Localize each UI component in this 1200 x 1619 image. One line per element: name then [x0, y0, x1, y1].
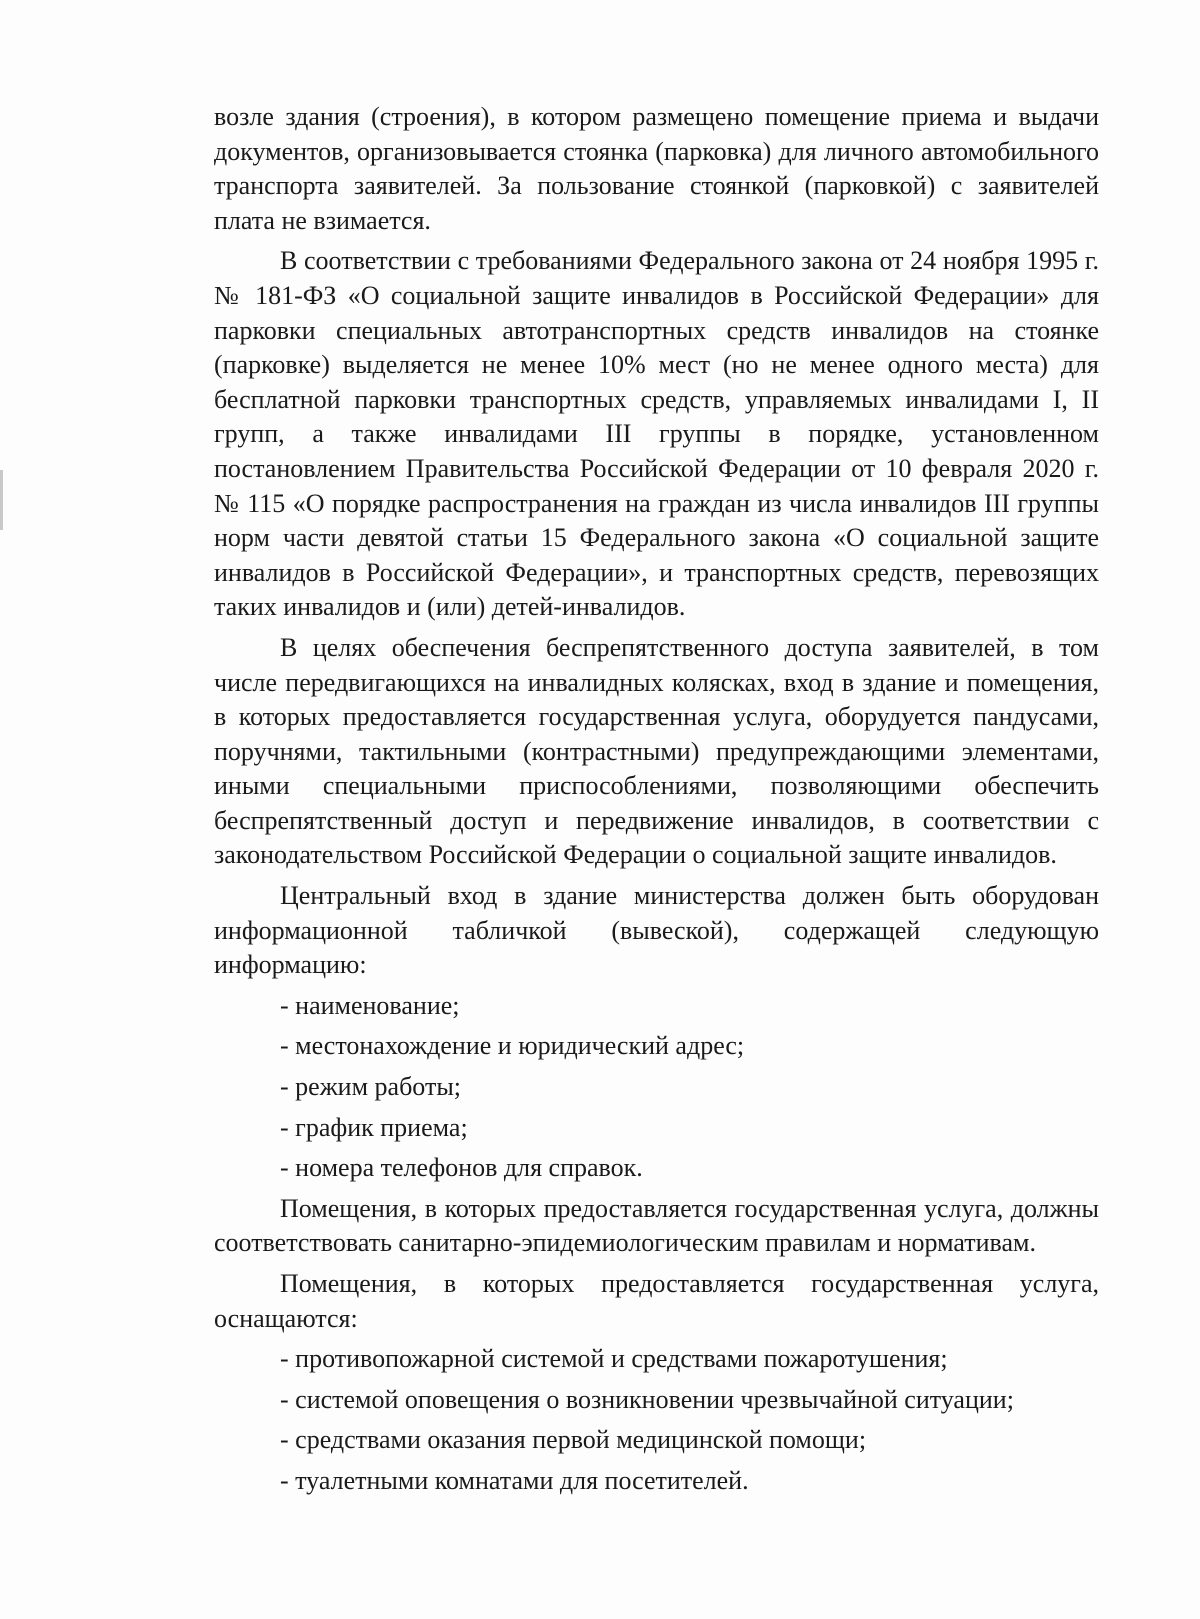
list-item: - средствами оказания первой медицинской помощи;	[280, 1425, 867, 1455]
scan-edge-mark	[0, 470, 3, 530]
equipment-list	[214, 1342, 1099, 1498]
sign-info-list	[214, 989, 1099, 1186]
paragraph-entrance-sign: Центральный вход в здание министерства должен быть оборудован информационной табличкой (вывеской), содержащей следующую информацию:	[214, 881, 1099, 980]
list-item: - противопожарной системой и средствами пожаротушения;	[280, 1344, 948, 1374]
paragraph-parking-intro: возле здания (строения), в котором размещено помещение приема и выдачи документов, организовывается стоянка (парковка) для личного автомобильного транспорта заявителей. За пользование стоянкой (парковкой) с заявителей плата не взимается.	[214, 102, 1099, 235]
paragraph-accessibility: В целях обеспечения беспрепятственного доступа заявителей, в том числе передвигающихся на инвалидных колясках, вход в здание и помещения, в которых предоставляется государственная услуга, оборудуется пандусами, поручнями, тактильными (контрастными) предупреждающими элементами, иными специальными приспособлениями, позволяющими обеспечить беспрепятственный доступ и передвижение инвалидов, в соответствии с законодательством Российской Федерации о социальной защите инвалидов.	[214, 632, 1099, 870]
list-item: - наименование;	[280, 990, 460, 1020]
document-body	[214, 100, 1099, 1505]
paragraph-disabled-parking: В соответствии с требованиями Федерального закона от 24 ноября 1995 г. № 181-ФЗ «О социальной защите инвалидов в Российской Федерации» для парковки специальных автотранспортных средств инвалидов на стоянке (парковке) выделяется не менее 10% мест (но не менее одного места) для бесплатной парковки транспортных средств, управляемых инвалидами I, II групп, а также инвалидами III группы в порядке, установленном постановлением Правительства Российской Федерации от 10 февраля 2020 г. № 115 «О порядке распространения на граждан из числа инвалидов III группы норм части девятой статьи 15 Федерального закона «О социальной защите инвалидов в Российской Федерации», и транспортных средств, перевозящих таких инвалидов и (или) детей-инвалидов.	[214, 246, 1099, 622]
paragraph-sanitary: Помещения, в которых предоставляется государственная услуга, должны соответствовать санитарно-эпидемиологическим правилам и нормативам.	[214, 1193, 1099, 1258]
list-item: - график приема;	[280, 1112, 468, 1142]
list-item: - режим работы;	[280, 1072, 462, 1102]
list-item: - системой оповещения о возникновении чрезвычайной ситуации;	[280, 1384, 1014, 1414]
list-item: - туалетными комнатами для посетителей.	[280, 1465, 749, 1495]
list-item: - местонахождение и юридический адрес;	[280, 1031, 745, 1061]
paragraph-equipment: Помещения, в которых предоставляется государственная услуга, оснащаются:	[214, 1269, 1099, 1333]
list-item: - номера телефонов для справок.	[280, 1153, 643, 1183]
